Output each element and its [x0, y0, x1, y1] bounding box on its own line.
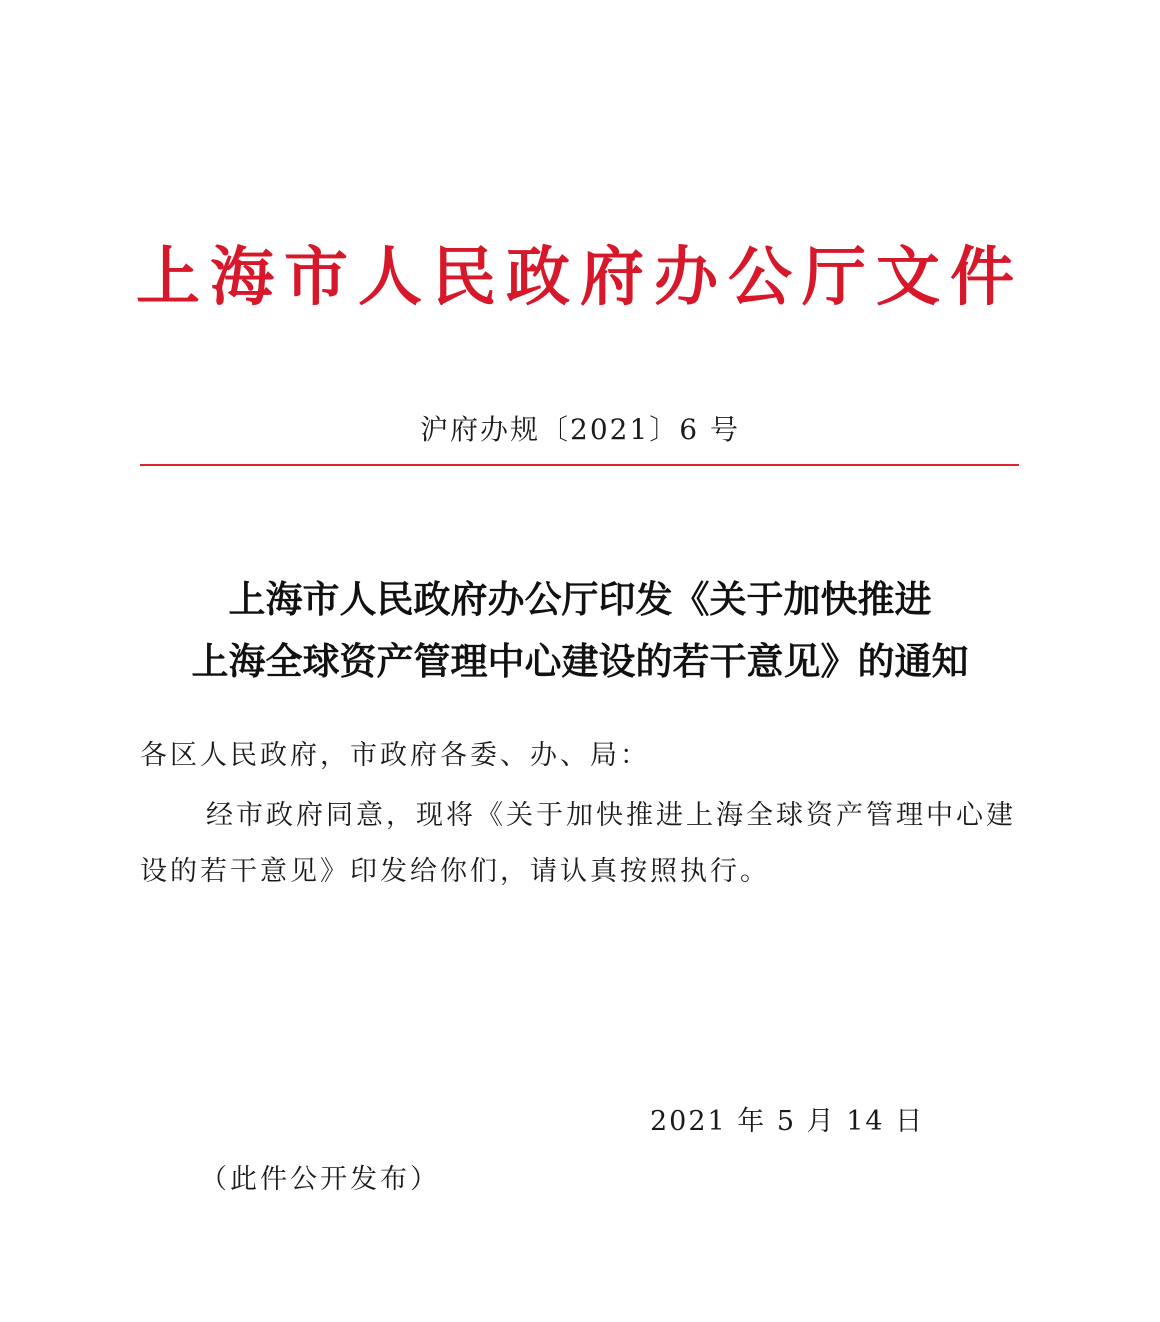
- addressee: 各区人民政府，市政府各委、办、局：: [140, 740, 650, 771]
- title-line-1: 上海市人民政府办公厅印发《关于加快推进: [228, 577, 932, 621]
- body-text-line-2: 设的若干意见》印发给你们，请认真按照执行。: [140, 856, 770, 887]
- issue-date: 2021 年 5 月 14 日: [650, 1106, 925, 1137]
- document-number: 沪府办规〔2021〕6 号: [420, 413, 740, 446]
- document-title: [0, 568, 1160, 692]
- body-text-line-1: 经市政府同意，现将《关于加快推进上海全球资产管理中心建: [206, 800, 1016, 831]
- issuing-authority-masthead: 上海市人民政府办公厅文件: [136, 240, 1024, 315]
- red-divider-line: [140, 464, 1019, 466]
- public-release-note: （此件公开发布）: [200, 1164, 440, 1195]
- title-line-2: 上海全球资产管理中心建设的若干意见》的通知: [191, 639, 969, 683]
